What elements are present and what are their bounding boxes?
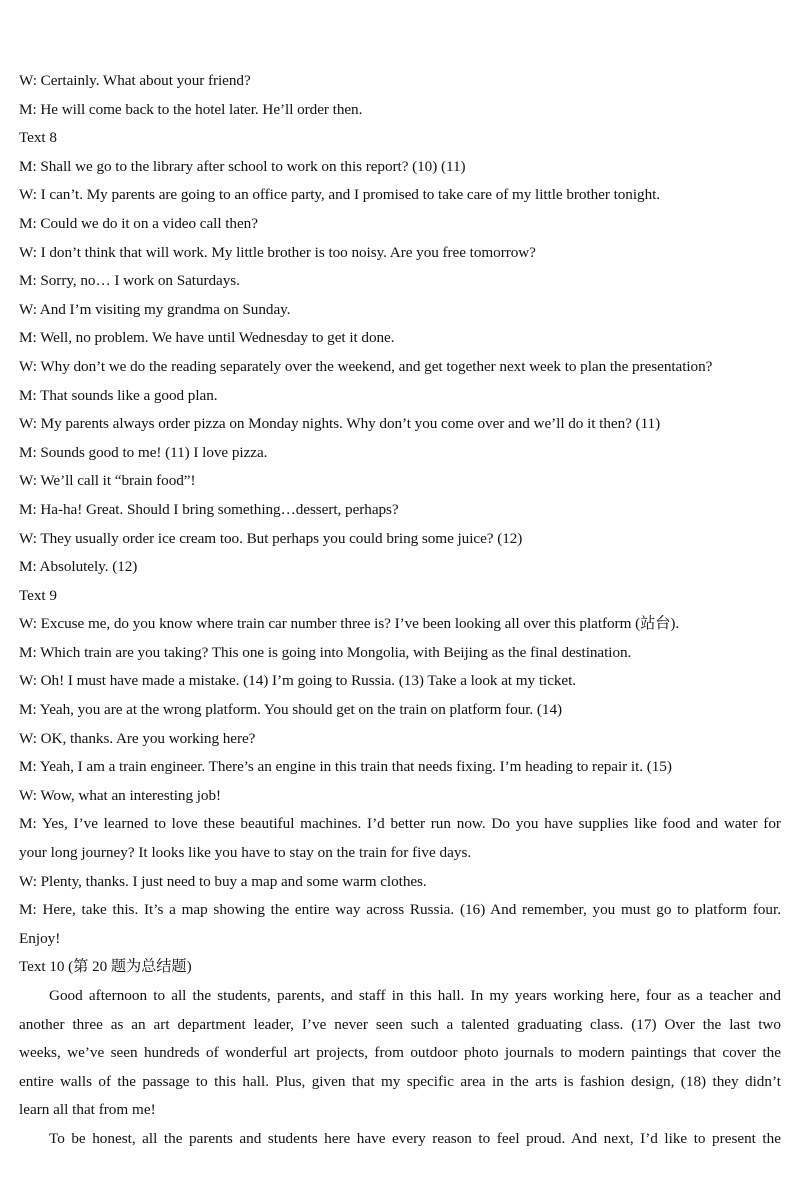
paragraph-row: your long journey? It looks like you have to stay on the train for five days. — [19, 844, 472, 862]
document-page — [19, 67, 781, 1154]
dialogue-line: W: Wow, what an interesting job! — [19, 786, 222, 804]
dialogue-line: W: My parents always order pizza on Monday nights. Why don’t you come over and we’ll do it then? (11) — [19, 415, 661, 433]
paragraph-row: M: Yes, I’ve learned to love these beautiful machines. I’d better run now. Do you have supplies like food and water for — [19, 815, 781, 833]
dialogue-line: M: Sorry, no… I work on Saturdays. — [19, 272, 240, 290]
dialogue-line: W: Certainly. What about your friend? — [19, 72, 251, 89]
dialogue-line: W: Plenty, thanks. I just need to buy a map and some warm clothes. — [19, 872, 427, 890]
dialogue-line: W: OK, thanks. Are you working here? — [19, 729, 256, 747]
paragraph-row: entire walls of the passage to this hall. Plus, given that my specific area in the arts is fashion design, (18) they didn’t — [19, 1072, 781, 1090]
paragraph-row: Good afternoon to all the students, parents, and staff in this hall. In my years working here, four as a teacher and — [49, 987, 781, 1004]
paragraph-row: To be honest, all the parents and students here have every reason to feel proud. And next, I’d like to present the — [49, 1129, 781, 1147]
dialogue-line: W: Oh! I must have made a mistake. (14) I’m going to Russia. (13) Take a look at my ticket. — [19, 672, 577, 690]
dialogue-line: M: Yeah, I am a train engineer. There’s an engine in this train that needs fixing. I’m heading to repair it. (15) — [19, 758, 672, 776]
paragraph-row: another three as an art department leader, I’ve never seen such a talented graduating class. (17) Over the last two — [19, 1015, 781, 1033]
dialogue-paragraph — [19, 810, 781, 867]
dialogue-line: M: Well, no problem. We have until Wednesday to get it done. — [19, 329, 395, 347]
dialogue-line: M: Ha-ha! Great. Should I bring something…dessert, perhaps? — [19, 500, 399, 518]
paragraph-row: Enjoy! — [19, 929, 61, 947]
paragraph-row: weeks, we’ve seen hundreds of wonderful art projects, from outdoor photo journals to modern paintings that cover the — [19, 1044, 781, 1062]
dialogue-line: M: Which train are you taking? This one is going into Mongolia, with Beijing as the final destination. — [19, 643, 632, 661]
dialogue-line: M: Shall we go to the library after school to work on this report? (10) (11) — [19, 157, 466, 175]
dialogue-line: W: I don’t think that will work. My little brother is too noisy. Are you free tomorrow? — [19, 243, 536, 261]
section-heading-text-8: Text 8 — [19, 129, 57, 147]
section-heading-text-10: Text 10 (第 20 题为总结题) — [19, 958, 192, 976]
dialogue-line: W: And I’m visiting my grandma on Sunday. — [19, 300, 291, 318]
dialogue-line: M: That sounds like a good plan. — [19, 386, 218, 404]
speech-paragraph — [19, 1125, 781, 1154]
dialogue-line: M: Yeah, you are at the wrong platform. You should get on the train on platform four. (14) — [19, 701, 563, 719]
paragraph-row: M: Here, take this. It’s a map showing the entire way across Russia. (16) And remember, you must go to platform four. — [19, 901, 781, 919]
dialogue-line: W: I can’t. My parents are going to an office party, and I promised to take care of my little brother tonight. — [19, 186, 661, 204]
dialogue-line: M: He will come back to the hotel later. He’ll order then. — [19, 100, 363, 118]
dialogue-line: W: Why don’t we do the reading separately over the weekend, and get together next week to plan the presentation? — [19, 357, 713, 375]
dialogue-paragraph — [19, 896, 781, 953]
dialogue-line: W: Excuse me, do you know where train car number three is? I’ve been looking all over this platform (站台). — [19, 615, 680, 633]
section-heading-text-9: Text 9 — [19, 586, 57, 604]
dialogue-line: M: Sounds good to me! (11) I love pizza. — [19, 443, 268, 461]
paragraph-row: learn all that from me! — [19, 1101, 156, 1119]
dialogue-line: M: Absolutely. (12) — [19, 558, 138, 576]
dialogue-line: W: We’ll call it “brain food”! — [19, 472, 196, 490]
speech-paragraph — [19, 982, 781, 1125]
dialogue-line: W: They usually order ice cream too. But perhaps you could bring some juice? (12) — [19, 529, 523, 547]
dialogue-line: M: Could we do it on a video call then? — [19, 214, 258, 232]
